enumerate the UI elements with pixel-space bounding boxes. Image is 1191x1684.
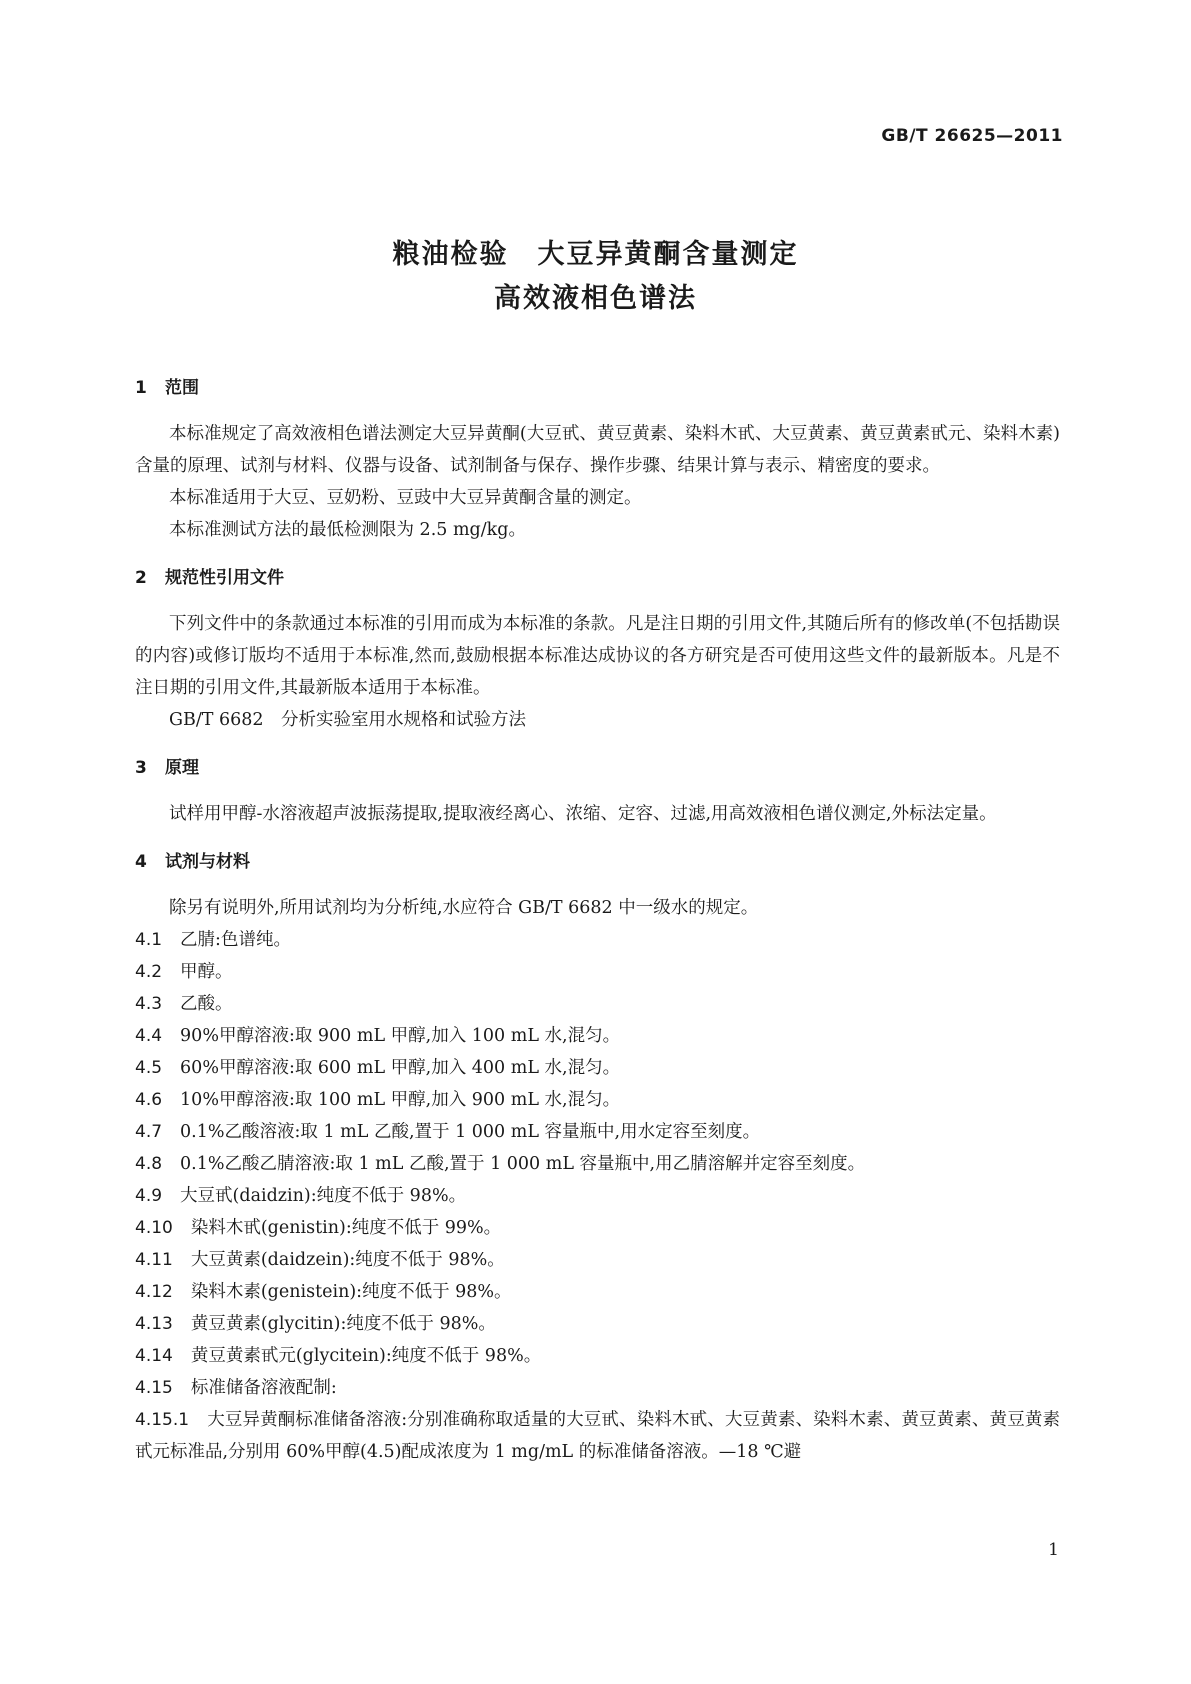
section-2-heading — [135, 562, 1060, 594]
paragraph: 下列文件中的条款通过本标准的引用而成为本标准的条款。凡是注日期的引用文件,其随后所有的修改单(不包括勘误的内容)或修订版均不适用于本标准,然而,鼓励根据本标准达成协议的各方研究是否可使用这些文件的最新版本。凡是不注日期的引用文件,其最新版本适用于本标准。 — [135, 614, 1060, 698]
section-4-heading — [135, 846, 1060, 878]
normative-reference: GB/T 6682 分析实验室用水规格和试验方法 — [169, 710, 527, 730]
section-number: 4 — [135, 852, 147, 872]
item-number: 4.8 — [135, 1154, 163, 1174]
paragraph: 本标准适用于大豆、豆奶粉、豆豉中大豆异黄酮含量的测定。 — [169, 488, 642, 508]
item-number: 4.4 — [135, 1026, 163, 1046]
item-number: 4.3 — [135, 994, 163, 1014]
item-number: 4.7 — [135, 1122, 163, 1142]
list-item — [135, 1084, 1060, 1116]
section-title: 原理 — [165, 758, 199, 778]
item-number: 4.11 — [135, 1250, 173, 1270]
item-text: 90%甲醇溶液:取 900 mL 甲醇,加入 100 mL 水,混匀。 — [180, 1026, 621, 1046]
paragraph: 除另有说明外,所用试剂均为分析纯,水应符合 GB/T 6682 中一级水的规定。 — [169, 898, 759, 918]
list-item — [135, 1340, 1060, 1372]
item-text: 染料木甙(genistin):纯度不低于 99%。 — [190, 1218, 502, 1238]
paragraph: 本标准规定了高效液相色谱法测定大豆异黄酮(大豆甙、黄豆黄素、染料木甙、大豆黄素、黄豆黄素甙元、染料木素)含量的原理、试剂与材料、仪器与设备、试剂制备与保存、操作步骤、结果计算与表示、精密度的要求。 — [135, 424, 1060, 476]
list-item — [135, 1372, 1060, 1404]
item-text: 60%甲醇溶液:取 600 mL 甲醇,加入 400 mL 水,混匀。 — [180, 1058, 621, 1078]
item-number: 4.5 — [135, 1058, 163, 1078]
item-text: 0.1%乙酸乙腈溶液:取 1 mL 乙酸,置于 1 000 mL 容量瓶中,用乙腈溶解并定容至刻度。 — [180, 1154, 866, 1174]
item-text: 黄豆黄素甙元(glycitein):纯度不低于 98%。 — [190, 1346, 542, 1366]
section-number: 3 — [135, 758, 147, 778]
list-item — [135, 1404, 1060, 1468]
item-number: 4.12 — [135, 1282, 173, 1302]
section-number: 1 — [135, 378, 147, 398]
item-number: 4.1 — [135, 930, 163, 950]
document-body — [135, 372, 1060, 1468]
list-item — [135, 1180, 1060, 1212]
paragraph: 本标准测试方法的最低检测限为 2.5 mg/kg。 — [169, 520, 526, 540]
list-item — [135, 1020, 1060, 1052]
list-item — [135, 1212, 1060, 1244]
section-number: 2 — [135, 568, 147, 588]
list-item — [135, 1148, 1060, 1180]
list-item — [135, 1116, 1060, 1148]
item-number: 4.2 — [135, 962, 163, 982]
list-item — [135, 1244, 1060, 1276]
list-item — [135, 924, 1060, 956]
page-number: 1 — [1048, 1540, 1059, 1560]
section-title: 试剂与材料 — [165, 852, 250, 872]
document-title-line2: 高效液相色谱法 — [494, 283, 697, 314]
section-3-heading — [135, 752, 1060, 784]
section-title: 范围 — [165, 378, 199, 398]
section-1-heading — [135, 372, 1060, 404]
document-title-line1: 粮油检验 大豆异黄酮含量测定 — [392, 239, 799, 270]
item-number: 4.9 — [135, 1186, 163, 1206]
item-text: 大豆甙(daidzin):纯度不低于 98%。 — [180, 1186, 467, 1206]
list-item — [135, 1308, 1060, 1340]
list-item — [135, 1052, 1060, 1084]
item-number: 4.15.1 — [135, 1410, 190, 1430]
item-text: 乙酸。 — [180, 994, 233, 1014]
item-text: 0.1%乙酸溶液:取 1 mL 乙酸,置于 1 000 mL 容量瓶中,用水定容至刻度。 — [180, 1122, 761, 1142]
list-item — [135, 1276, 1060, 1308]
standard-number: GB/T 26625—2011 — [881, 126, 1063, 146]
item-text: 大豆异黄酮标准储备溶液:分别准确称取适量的大豆甙、染料木甙、大豆黄素、染料木素、黄豆黄素、黄豆黄素甙元标准品,分别用 60%甲醇(4.5)配成浓度为 1 mg/mL 的标准储备溶液。—18 ℃避 — [135, 1410, 1060, 1462]
item-number: 4.15 — [135, 1378, 173, 1398]
item-text: 标准储备溶液配制: — [190, 1378, 337, 1398]
list-item — [135, 956, 1060, 988]
item-number: 4.10 — [135, 1218, 173, 1238]
item-text: 染料木素(genistein):纯度不低于 98%。 — [190, 1282, 512, 1302]
item-number: 4.14 — [135, 1346, 173, 1366]
section-title: 规范性引用文件 — [165, 568, 284, 588]
item-number: 4.6 — [135, 1090, 163, 1110]
item-text: 乙腈:色谱纯。 — [180, 930, 291, 950]
item-number: 4.13 — [135, 1314, 173, 1334]
item-text: 大豆黄素(daidzein):纯度不低于 98%。 — [190, 1250, 505, 1270]
item-text: 10%甲醇溶液:取 100 mL 甲醇,加入 900 mL 水,混匀。 — [180, 1090, 621, 1110]
paragraph: 试样用甲醇-水溶液超声波振荡提取,提取液经离心、浓缩、定容、过滤,用高效液相色谱仪测定,外标法定量。 — [169, 804, 997, 824]
item-text: 黄豆黄素(glycitin):纯度不低于 98%。 — [190, 1314, 496, 1334]
item-text: 甲醇。 — [180, 962, 233, 982]
list-item — [135, 988, 1060, 1020]
